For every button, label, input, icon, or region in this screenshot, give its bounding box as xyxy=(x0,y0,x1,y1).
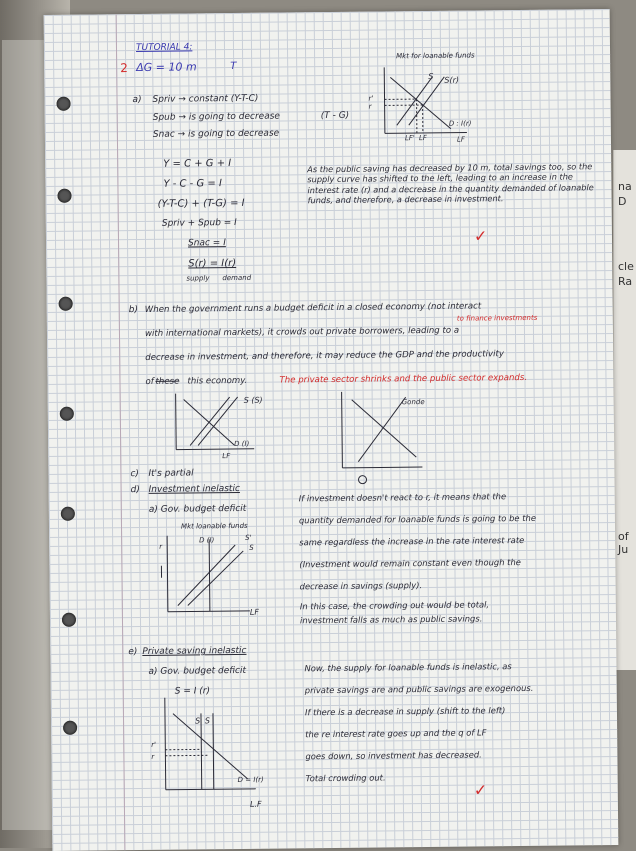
graph-label: LF xyxy=(250,609,259,617)
part-c-label: c) xyxy=(130,470,139,479)
loanable-funds-graph-e xyxy=(151,692,292,803)
graph-label: L.F xyxy=(250,801,262,809)
graph-label: S xyxy=(428,73,433,81)
text-line: goes down, so investment has decreased. xyxy=(305,750,482,760)
fragment: Ra xyxy=(618,275,632,288)
page-title: TUTORIAL 4: xyxy=(136,43,192,53)
text-line: Total crowding out. xyxy=(306,773,386,782)
text-line: investment falls as much as public savings. xyxy=(300,614,482,624)
text-line: If there is a decrease in supply (shift to the left) xyxy=(305,706,505,717)
graph-label: S' S xyxy=(195,717,210,725)
fragment: of Ju xyxy=(618,530,636,556)
punch-hole xyxy=(57,189,71,203)
explanation-a: As the public saving has decreased by 10 m, total savings too, so the supply curve has shifted to the left, leading to an increase in the interest rate (r) and a decrease in the quantity demanded of loanable funds, and therefore, a decrease in investment. xyxy=(307,161,597,205)
text-line: the re interest rate goes up and the q of LF xyxy=(305,728,486,738)
text-line: decrease in investment, and therefore, it may reduce the GDP and the productivity xyxy=(145,350,504,362)
equation: Y - C - G = I xyxy=(163,179,222,190)
graph-label: LF xyxy=(419,135,427,142)
check-mark: ✓ xyxy=(474,780,488,799)
equation: Snac = I xyxy=(188,239,226,248)
graph-note: Gonde xyxy=(402,399,425,406)
graph-label: r xyxy=(159,544,162,551)
graph-equation: S = I (r) xyxy=(175,687,210,696)
text-line: (T - G) xyxy=(321,112,350,121)
equation-label: demand xyxy=(222,275,251,282)
graph-label: D (I) xyxy=(234,441,249,448)
punch-hole xyxy=(62,613,76,627)
text-line: It's partial xyxy=(148,469,193,478)
part-heading: Investment inelastic xyxy=(149,485,240,495)
text-line: of xyxy=(145,378,153,387)
part-sub: a) Gov. budget deficit xyxy=(149,505,247,515)
equation: (Y-T-C) + (T-G) = I xyxy=(158,199,245,210)
text-line: (Investment would remain constant even though the xyxy=(299,558,521,569)
punch-hole xyxy=(63,721,77,735)
text-line: quantity demanded for loanable funds is going to be the xyxy=(299,514,536,525)
text-line: Now, the supply for loanable funds is inelastic, as xyxy=(304,662,511,673)
given-change: ΔG = 10 m xyxy=(136,61,197,73)
question-number: 2 xyxy=(120,62,128,74)
red-insert: to finance investments xyxy=(457,315,538,323)
part-d-label: d) xyxy=(131,486,140,495)
red-text: The private sector shrinks and the public sector expands. xyxy=(279,374,527,385)
text-line: private savings are and public savings are exogenous. xyxy=(305,684,534,695)
punch-hole xyxy=(59,297,73,311)
text-line: same regardless the increase in the rate interest rate xyxy=(299,536,524,547)
graph-label: D = I(r) xyxy=(238,777,264,784)
part-sub: a) Gov. budget deficit xyxy=(148,667,246,677)
part-heading: Private saving inelastic xyxy=(142,647,246,657)
equation-label: supply xyxy=(186,275,209,282)
notebook-page xyxy=(44,9,619,851)
text-line: If investment doesn't react to r, it means that the xyxy=(299,492,506,503)
graph-label: D (I) xyxy=(199,537,214,544)
text-line: Spriv → constant (Y-T-C) xyxy=(152,95,258,105)
equation: Y = C + G + I xyxy=(163,159,231,170)
fragment: D xyxy=(618,195,626,208)
text-line: Snac → is going to decrease xyxy=(153,130,279,140)
equation: S(r) = I(r) xyxy=(188,259,236,270)
loanable-funds-graph-a xyxy=(370,62,501,143)
equation: Spriv + Spub = I xyxy=(162,219,237,229)
text-line: decrease in savings (supply). xyxy=(300,581,423,591)
graph-label: r' xyxy=(369,96,374,103)
graph-label: LF xyxy=(457,137,465,144)
graph-label: r xyxy=(369,104,372,111)
graph-label: S (S) xyxy=(244,397,263,405)
part-e-label: e) xyxy=(128,648,137,657)
text-line: Spub → is going to decrease xyxy=(153,113,280,123)
text-line: When the government runs a budget deficit in a closed economy (not interact xyxy=(145,302,482,314)
struck-text: these xyxy=(155,378,179,387)
tax-symbol: T xyxy=(230,62,236,72)
check-mark: ✓ xyxy=(474,226,488,245)
part-b-label: b) xyxy=(129,306,138,315)
text-line: with international markets), it crowds out private borrowers, leading to a xyxy=(145,327,459,339)
punch-hole xyxy=(60,407,74,421)
graph-title: Mkt loanable funds xyxy=(181,523,248,531)
fragment: cle xyxy=(618,260,634,273)
graph-label: r' xyxy=(151,742,156,749)
fragment: na xyxy=(618,180,632,193)
graph-label: S' xyxy=(245,535,251,542)
punch-hole xyxy=(61,507,75,521)
graph-label: D : I(r) xyxy=(449,121,472,128)
graph-label: LF xyxy=(222,453,230,460)
punch-hole xyxy=(56,97,70,111)
graph-label: S(r) xyxy=(444,77,459,85)
graph-label: LF' xyxy=(405,135,415,142)
text-line: In this case, the crowding out would be total, xyxy=(300,600,489,610)
background-paper xyxy=(613,150,636,670)
part-a-label: a) xyxy=(132,96,141,105)
graph-label: S xyxy=(249,545,254,552)
text-line: this economy. xyxy=(187,377,247,386)
margin-line xyxy=(116,14,126,850)
graph-title: Mkt for loanable funds xyxy=(396,52,475,60)
graph-label: r xyxy=(151,754,154,761)
